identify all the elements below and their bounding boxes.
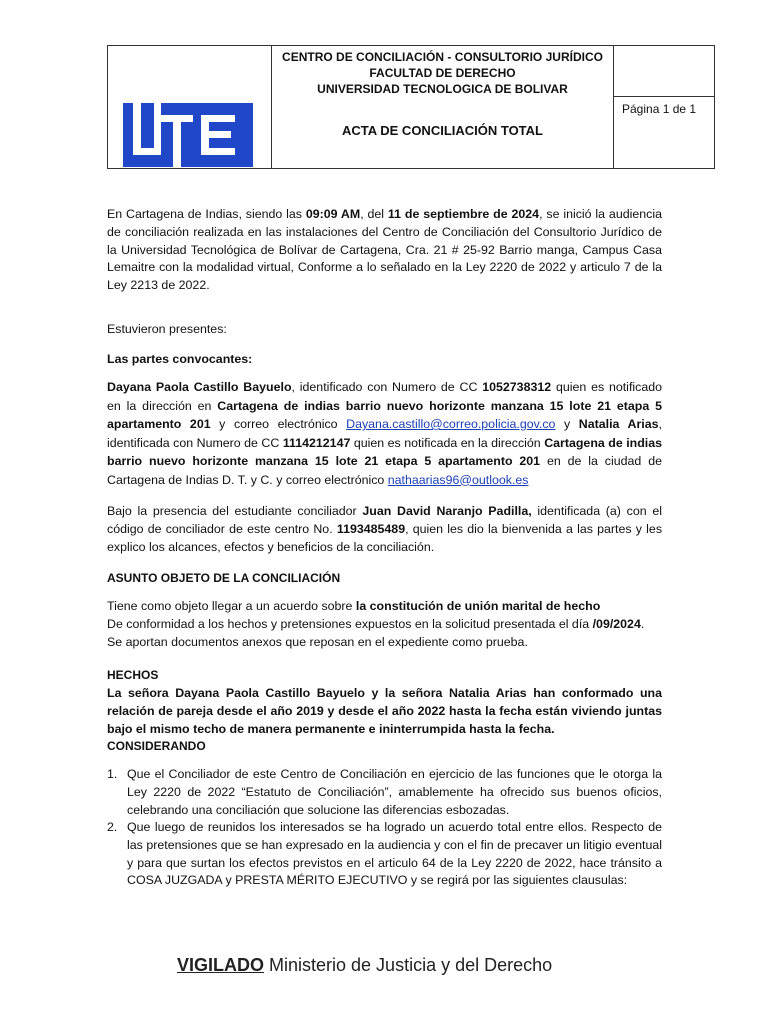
header-line-1: CENTRO DE CONCILIACIÓN - CONSULTORIO JURÍDICO bbox=[282, 50, 603, 64]
presencia-text: , quien les dio la bienvenida a las partes y les explico los alcances, efectos y beneficios de la conciliación. bbox=[107, 521, 663, 554]
header-line-2: FACULTAD DE DERECHO bbox=[369, 66, 516, 80]
party-1-cc: 1052738312 bbox=[482, 380, 552, 394]
partes-text: , identificada con Numero de CC bbox=[107, 417, 662, 450]
list-item-text: Que el Conciliador de este Centro de Conciliación en ejercicio de las funciones que le otorga la Ley 2220 de 2022 “Estatuto de Conciliación”, amablemente ha ofrecido sus buenos oficios, celebrando una conciliación que solucione las diferencias esbozadas. bbox=[127, 767, 662, 817]
asunto-heading: ASUNTO OBJETO DE LA CONCILIACIÓN bbox=[107, 571, 341, 585]
party-2-cc: 1114212147 bbox=[282, 435, 351, 450]
asunto-text: Tiene como objeto llegar a un acuerdo sobre bbox=[107, 599, 356, 613]
vigilado-label: VIGILADO bbox=[177, 955, 265, 975]
list-item-text: Que luego de reunidos los interesados se ha logrado un acuerdo total entre ellos. Respecto de las pretensiones que se han expresado en la audiencia y con el fin de precaver un litigio eventual y para que surtan los efectos previstos en el articulo 64 de la Ley 2220 de 2022, hace tránsito a COSA JUZGADA y PRESTA MÉRITO EJECUTIVO y se regirá por las siguientes clausulas: bbox=[127, 820, 662, 888]
header-table bbox=[107, 45, 715, 169]
conciliador-code: 1193485489 bbox=[336, 521, 406, 536]
intro-text: En Cartagena de Indias, siendo las bbox=[107, 207, 306, 221]
partes-text: en de la ciudad de Cartagena de Indias D. T. y C. y correo electrónico bbox=[107, 454, 662, 487]
partes-paragraph bbox=[107, 378, 662, 489]
footer-vigilado bbox=[177, 955, 552, 976]
asunto-date: /09/2024 bbox=[592, 616, 641, 631]
hearing-date: 11 de septiembre de 2024 bbox=[387, 207, 540, 221]
hearing-time: 09:09 AM bbox=[305, 207, 361, 221]
considerando-list bbox=[107, 766, 662, 896]
presencia-text: Bajo la presencia del estudiante conciliador bbox=[107, 504, 363, 518]
party-1-email-link[interactable]: Dayana.castillo@correo.policia.gov.co bbox=[346, 417, 556, 431]
list-item-number: 1. bbox=[107, 767, 118, 781]
asunto-text: De conformidad a los hechos y pretensiones expuestos en la solicitud presentada el día bbox=[107, 616, 593, 631]
header-line-3: UNIVERSIDAD TECNOLOGICA DE BOLIVAR bbox=[317, 82, 568, 96]
asunto-subject: la constitución de unión marital de hecho bbox=[355, 599, 601, 613]
hechos-paragraph: La señora Dayana Paola Castillo Bayuelo y la señora Natalia Arias han conformado una relación de pareja desde el año 2019 y desde el año 2022 hasta la fecha están viviendo juntas bajo el mismo techo de manera permanente e ininterrumpida hasta la fecha. bbox=[107, 686, 662, 736]
asunto-text: . Se aportan documentos anexos que reposan en el expediente como prueba. bbox=[107, 616, 645, 649]
conciliador-paragraph bbox=[107, 503, 662, 556]
party-1-name: Dayana Paola Castillo Bayuelo bbox=[107, 380, 292, 394]
presencia-text: identificada (a) con el código de conciliador de este centro No. bbox=[107, 504, 662, 536]
considerando-heading: CONSIDERANDO bbox=[107, 739, 206, 753]
party-2-name: Natalia Arias bbox=[578, 417, 659, 431]
ministerio-label: Ministerio de Justicia y del Derecho bbox=[264, 955, 553, 975]
partes-text: , identificado con Numero de CC bbox=[291, 380, 483, 394]
partes-text: quien es notificado en la dirección en bbox=[107, 380, 663, 413]
intro-text: , del bbox=[360, 207, 388, 221]
intro-paragraph bbox=[107, 206, 662, 295]
presentes-label: Estuvieron presentes: bbox=[107, 322, 227, 336]
intro-text: , se inició la audiencia de conciliación realizada en las instalaciones del Centro de Conciliación del Consultorio Jurídico de la Universidad Tecnológica de Bolívar de Cartagena, Cra. 21 # 25-92 Barrio manga, Campus Casa Lemaitre con la modalidad virtual, Conforme a lo señalado en la Ley 2220 de 2022 y articulo 7 de la Ley 2213 de 2022. bbox=[107, 207, 662, 293]
page-indicator: Página 1 de 1 bbox=[622, 102, 697, 116]
utb-logo-icon bbox=[123, 103, 253, 167]
list-item bbox=[107, 766, 662, 820]
party-2-email-link[interactable]: nathaarias96@outlook.es bbox=[387, 472, 529, 487]
partes-text: y bbox=[555, 417, 579, 431]
list-item bbox=[107, 819, 662, 891]
partes-text: quien es notificada en la dirección bbox=[350, 435, 545, 450]
hechos-heading: HECHOS bbox=[107, 668, 159, 682]
header-institution bbox=[272, 49, 613, 97]
party-2-address: Cartagena de indias barrio nuevo horizonte manzana 15 lote 21 etapa 5 apartamento 201 bbox=[107, 435, 663, 468]
list-item-number: 2. bbox=[107, 820, 118, 834]
party-1-address: Cartagena de indias barrio nuevo horizonte manzana 15 lote 21 etapa 5 apartamento 201 bbox=[107, 398, 662, 431]
asunto-paragraph bbox=[107, 598, 662, 651]
footer-crop-mask bbox=[598, 948, 768, 984]
conciliador-name: Juan David Naranjo Padilla, bbox=[362, 504, 532, 518]
partes-text: y correo electrónico bbox=[210, 417, 347, 431]
document-title: ACTA DE CONCILIACIÓN TOTAL bbox=[341, 123, 543, 138]
partes-heading: Las partes convocantes: bbox=[107, 352, 253, 366]
